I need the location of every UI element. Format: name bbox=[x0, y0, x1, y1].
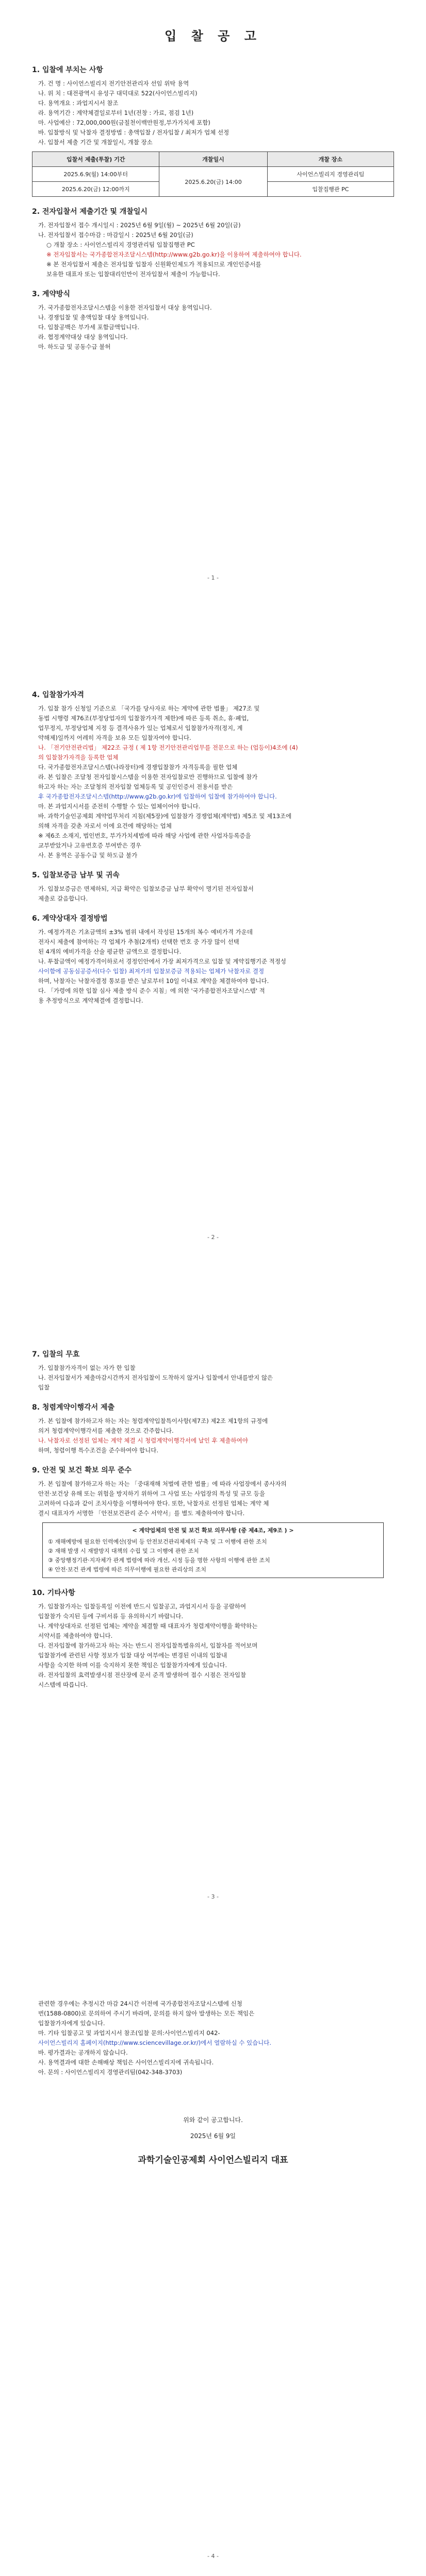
s10-line: 나. 계약상대자로 선정된 업체는 계약을 체결할 때 대표자가 청렴계약이행을 확약하는 bbox=[38, 1622, 258, 1630]
s9-line: 고려하여 다음과 같이 조치사항을 이행하여야 한다. 또한, 낙찰자로 선정된 업체는 계약 체 bbox=[38, 1500, 269, 1507]
section-2-heading: 2. 전자입찰서 제출기간 및 개찰일시 bbox=[32, 208, 148, 216]
schedule-table bbox=[32, 151, 394, 197]
page-number: - 3 - bbox=[207, 1893, 219, 1900]
page-1 bbox=[0, 0, 426, 592]
s9-line: 안전·보건상 유해 또는 위험을 방지하기 위하여 그 사업 또는 사업장의 특성 및 규모 등을 bbox=[38, 1490, 265, 1497]
s9-line: 가. 본 입찰에 참가하고자 하는 자는 「중대재해 처벌에 관한 법률」에 따라 사업장에서 종사자의 bbox=[38, 1480, 287, 1487]
p4-line: 아. 문의 : 사이언스빌리지 경영관리팀(042-348-3703) bbox=[38, 2069, 183, 2076]
schedule-period-end: 2025.6.20(금) 12:00까지 bbox=[32, 182, 159, 197]
s3-line: 나. 경쟁입찰 및 총액입찰 대상 용역입니다. bbox=[38, 314, 149, 321]
s4-line: 라. 본 입찰은 조달청 전자입찰시스템을 이용한 전자입찰로만 진행하므로 입찰에 참가 bbox=[38, 773, 258, 781]
s10-line: 사항을 숙지한 하며 이를 숙지하지 못한 책임은 입찰참가자에게 있습니다. bbox=[38, 1662, 227, 1669]
s9-line: 결시 대표자가 서명한 「안전보건관리 준수 서약서」를 별도 제출하여야 합니다. bbox=[38, 1510, 245, 1517]
s2-line: 나. 전자입찰서 접수마감 : 마감일시 : 2025년 6월 20일(금) bbox=[38, 231, 193, 239]
p4-line: 사. 용역결과에 대한 손해배상 책임은 사이언스빌리지에 귀속됩니다. bbox=[38, 2059, 214, 2066]
s10-line: 서약서를 제출하여야 합니다. bbox=[38, 1632, 113, 1639]
schedule-header: 입찰서 제출(투찰) 기간 bbox=[32, 152, 159, 167]
section-3-heading: 3. 계약방식 bbox=[32, 290, 71, 298]
closing-text: 위와 같이 공고합니다. bbox=[183, 2116, 243, 2124]
s2-sub: ○ 개찰 장소 : 사이언스빌리지 경영관리팀 입찰집행관 PC bbox=[46, 241, 195, 248]
s10-line: 다. 전자입찰에 참가하고자 하는 자는 반드시 전자입찰특별유의서, 입찰자를 적어보며 bbox=[38, 1642, 258, 1649]
p4-line: 관련한 경우에는 추정시간 마감 24시간 이전에 국가종합전자조달시스템에 신청 bbox=[38, 2000, 242, 2007]
notice-title: 입 찰 공 고 bbox=[165, 29, 261, 43]
s2-line: 가. 전자입찰서 접수 개시일시 : 2025년 6월 9일(월) ~ 2025년 6월 20일(금) bbox=[38, 222, 241, 229]
section-5-heading: 5. 입찰보증금 납부 및 귀속 bbox=[32, 871, 120, 879]
section-8-heading: 8. 청렴계약이행각서 제출 bbox=[32, 1403, 115, 1412]
s6-line: 용 추정방식으로 계약체결에 결정합니다. bbox=[38, 997, 143, 1004]
s7-line: 가. 입찰참가자격이 없는 자가 한 입찰 bbox=[38, 1364, 136, 1371]
s8-line: 하며, 청렴이행 특수조건을 준수하여야 합니다. bbox=[38, 1447, 159, 1454]
s4-line: 바. 과학기술인공제회 계약업무처리 지침(제5장)에 입찰참가 경쟁업체(계약법) 제5조 및 제13조에 bbox=[38, 812, 292, 820]
s5-line: 제출로 갈음합니다. bbox=[38, 895, 88, 902]
s4-line: 나. 「전기안전관리법」 제22조 규정 ( 제 1항 전기안전관리업무를 전문으로 하는 (업등이)4조에 (4) bbox=[38, 744, 298, 751]
s4-line: 교부받았거나 고유번호증 부여받은 경우 bbox=[38, 842, 141, 849]
s6-line: 전자시 제출에 참여하는 각 업체가 추첨(2개씩) 선택한 번호 중 가장 많이 선택 bbox=[38, 938, 239, 945]
page-number: - 1 - bbox=[207, 574, 219, 581]
s10-line: 시스템에 따릅니다. bbox=[38, 1681, 88, 1688]
section-4-heading: 4. 입찰참가자격 bbox=[32, 691, 85, 699]
s7-line: 입찰 bbox=[38, 1384, 50, 1391]
s4-line: 사. 본 용역은 공동수급 및 하도급 불가 bbox=[38, 852, 138, 859]
page-number: - 2 - bbox=[207, 1234, 219, 1241]
p4-line: 번(1588-0800)로 문의하여 주시기 바라며, 문의를 하지 않아 발생하는 모든 책임은 bbox=[38, 2010, 255, 2017]
s2-sub: ※ 본 전자입찰서 제출은 전자입찰 입찰자 신원확인제도가 적용되므로 개인인증서를 bbox=[46, 261, 261, 268]
obligation-box-title: < 계약업체의 안전 및 보건 확보 의무사항 (중 제4조, 제9조 ) > bbox=[132, 1527, 294, 1534]
section-10-heading: 10. 기타사항 bbox=[32, 1589, 75, 1597]
s4-line: 다. 국가종합전자조달시스템(나라장터)에 경쟁입찰참가 자격등록을 필한 업체 bbox=[38, 764, 238, 771]
s3-line: 가. 국가종합전자조달시스템을 이용한 전자입찰서 대상 용역입니다. bbox=[38, 304, 212, 311]
s4-line: 동법 시행령 제76조(부정당업자의 입찰참가자격 제한)에 따른 등록 취소, 휴·폐업, bbox=[38, 715, 249, 722]
schedule-header: 개찰일시 bbox=[159, 152, 267, 167]
s4-line: 후 국가종합전자조달시스템(http://www.g2b.go.kr)에 입찰하여 입찰에 참가하여야 합니다. bbox=[38, 793, 277, 800]
p4-line: 마. 기타 입찰공고 및 과업지시서 참조(입찰 문의:사이언스빌리지 042- bbox=[38, 2029, 220, 2037]
s6-line: 다. 「가령에 의한 입찰 심사 제출 방식 준수 지침」에 의한 '국가종합전자조달시스템' 적 bbox=[38, 987, 265, 994]
p4-line: 입찰참가자에게 있습니다. bbox=[38, 2020, 105, 2027]
s1-line: 나. 위 치 : 대전광역시 유성구 대덕대로 522(사이언스빌리지) bbox=[38, 90, 198, 97]
schedule-open-time: 2025.6.20(금) 14:00 bbox=[159, 167, 267, 197]
notice-date: 2025년 6월 9일 bbox=[190, 2132, 236, 2140]
s2-sub: 보유한 대표자 또는 입찰대리인만이 전자입찰서 제출이 가능합니다. bbox=[46, 270, 220, 278]
section-9-heading: 9. 안전 및 보건 확보 의무 준수 bbox=[32, 1466, 132, 1475]
s8-line: 나. 낙찰자로 선정된 업체는 계약 체결 시 청렴계약이행각서에 날인 후 제출하여야 bbox=[38, 1437, 248, 1444]
schedule-place-1: 사이언스빌리지 경영관리팀 bbox=[267, 167, 394, 182]
s8-line: 가. 본 입찰에 참가하고자 하는 자는 청렴계약입찰특이사항(제7조) 제2조 제1항의 규정에 bbox=[38, 1417, 268, 1425]
obligation-box bbox=[42, 1522, 384, 1578]
s4-line: ※ 제6조 소재지, 법인번호, 부가가치세법에 따라 해당 사업에 관한 사업자등록증을 bbox=[38, 832, 251, 839]
schedule-header: 개찰 장소 bbox=[267, 152, 394, 167]
page-3 bbox=[0, 1319, 426, 1911]
s4-line: 마. 본 과업지시서를 준전히 수행할 수 있는 업체이어야 합니다. bbox=[38, 803, 201, 810]
s8-line: 의거 청렴계약이행각서를 제출한 것으로 간주합니다. bbox=[38, 1427, 174, 1434]
s4-line: 가. 입찰 참가 신청일 기준으로 「국가를 당사자로 하는 계약에 관한 법률」 제27조 및 bbox=[38, 705, 260, 712]
s4-line: 하고자 하는 자는 조달청의 전자입찰 업체등록 및 공인인증서 전용서를 받은 bbox=[38, 783, 233, 790]
page-2 bbox=[0, 659, 426, 1252]
p4-line: 바. 평가결과는 공개하지 않습니다. bbox=[38, 2049, 128, 2056]
s1-line: 라. 용역기간 : 계약체결일로부터 1년(전창 : 가료, 점검 1년) bbox=[38, 109, 194, 116]
s3-line: 라. 협정계약대상 대상 용역입니다. bbox=[38, 333, 128, 341]
obligation-item: ① 재해예방에 필요한 인력예산(장비 등 안전보건관리체제의 구축 및 그 이행에 관한 조치 bbox=[48, 1538, 267, 1545]
page-4 bbox=[0, 1978, 426, 2571]
s3-line: 다. 입찰공백은 부가세 포함금액입니다. bbox=[38, 324, 140, 331]
s10-line: 입찰참가 숙지된 등에 구비서류 등 유의하시기 바랍니다. bbox=[38, 1613, 184, 1620]
s4-line: 업무정지, 부정당업체 지정 등 결격사유가 있는 업체로서 입찰참가자격(정지, 계 bbox=[38, 724, 243, 732]
page-number: - 4 - bbox=[207, 2553, 219, 2560]
p4-line: 사이언스빌리지 홈페이지(http://www.sciencevillage.or.kr/)에서 열람하실 수 있습니다. bbox=[38, 2039, 272, 2046]
s6-line: 된 4개의 예비가격을 산술 평균한 금액으로 결정합니다. bbox=[38, 948, 182, 955]
s1-line: 가. 건 명 : 사이언스빌리지 전기안전관리자 선임 위탁 용역 bbox=[38, 80, 189, 87]
obligation-item: ④ 안전·보건 관계 법령에 따른 의무이행에 필요한 관리상의 조치 bbox=[48, 1566, 206, 1573]
s6-line: 하며, 낙찰자는 낙찰자결정 통보를 받은 날로부터 10일 이내로 계약을 체결하여야 합니다. bbox=[38, 977, 269, 985]
s2-sub: ※ 전자입찰서는 국가종합전자조달시스템(http://www.g2b.go.kr)을 이용하여 제출하여야 합니다. bbox=[46, 251, 302, 258]
s1-line: 다. 용역개요 : 과업지시서 참조 bbox=[38, 99, 119, 107]
s4-line: 약해제)일까지 어레히 자격을 보유 모든 입찰자여야 합니다. bbox=[38, 734, 191, 741]
s5-line: 가. 입찰보증금은 면제하되, 지급 확약은 입찰보증금 납부 확약이 명기된 전자입찰서 bbox=[38, 885, 254, 892]
schedule-place-2: 입찰집행관 PC bbox=[267, 182, 394, 197]
issuing-org: 과학기술인공제회 사이언스빌리지 대표 bbox=[138, 2155, 288, 2165]
s10-line: 가. 입찰참가자는 입찰등록일 이전에 반드시 입찰공고, 과업지시서 등을 공람하여 bbox=[38, 1603, 247, 1610]
obligation-item: ③ 중앙행정기관·지자체가 관계 법령에 따라 개선, 시정 등을 명한 사항의 이행에 관한 조치 bbox=[48, 1557, 270, 1564]
s4-line: 의 입찰참가자격을 등록한 업체 bbox=[38, 754, 119, 761]
obligation-item: ② 재해 발생 시 재발방지 대책의 수립 및 그 이행에 관한 조치 bbox=[48, 1548, 199, 1554]
s10-line: 라. 전자입찰의 효력발생시점 전산장에 문서 준격 발생하여 접수 시점은 전자입찰 bbox=[38, 1671, 247, 1679]
section-7-heading: 7. 입찰의 무효 bbox=[32, 1350, 80, 1359]
s1-line: 마. 사업예산 : 72,000,000원(금칠천이백만원정,부가가치세 포함) bbox=[38, 119, 210, 126]
s6-line: 사이함에 공동심공증서(다수 입찰) 최저가의 입찰보증금 적용되는 업체가 낙찰자로 결정 bbox=[38, 968, 265, 975]
s6-line: 가. 예정가격은 기초금액의 ±3% 범위 내에서 작성된 15개의 복수 예비가격 가운데 bbox=[38, 928, 253, 936]
section-1-heading: 1. 입찰에 부치는 사항 bbox=[32, 66, 103, 74]
section-6-heading: 6. 계약상대자 결정방법 bbox=[32, 914, 108, 923]
s6-line: 나. 투찰금액이 예정가격이하로서 경정인안에서 가장 최저가격으로 입찰 및 계약집행기준 적정성 bbox=[38, 958, 286, 965]
s7-line: 나. 전자입찰서가 제출마감시간까지 전자입찰이 도착하지 않거나 입찰에서 안내를받지 않은 bbox=[38, 1374, 273, 1381]
schedule-period-start: 2025.6.9(월) 14:00부터 bbox=[32, 167, 159, 182]
s1-line: 사. 입찰서 제출 기간 및 개찰일시, 개찰 장소 bbox=[38, 139, 153, 146]
s1-line: 바. 입찰방식 및 낙찰자 결정방법 : 총액입찰 / 전자입찰 / 최저가 업체 선정 bbox=[38, 129, 230, 136]
s10-line: 입찰참가에 관련된 사항 정보가 입찰 대상 여부에는 변경된 이내의 입찰내 bbox=[38, 1652, 227, 1659]
s4-line: 의해 자격을 갖춘 자로서 이에 요건에 해당하는 업체 bbox=[38, 822, 172, 829]
s3-line: 마. 하도급 및 공동수급 불허 bbox=[38, 343, 111, 350]
